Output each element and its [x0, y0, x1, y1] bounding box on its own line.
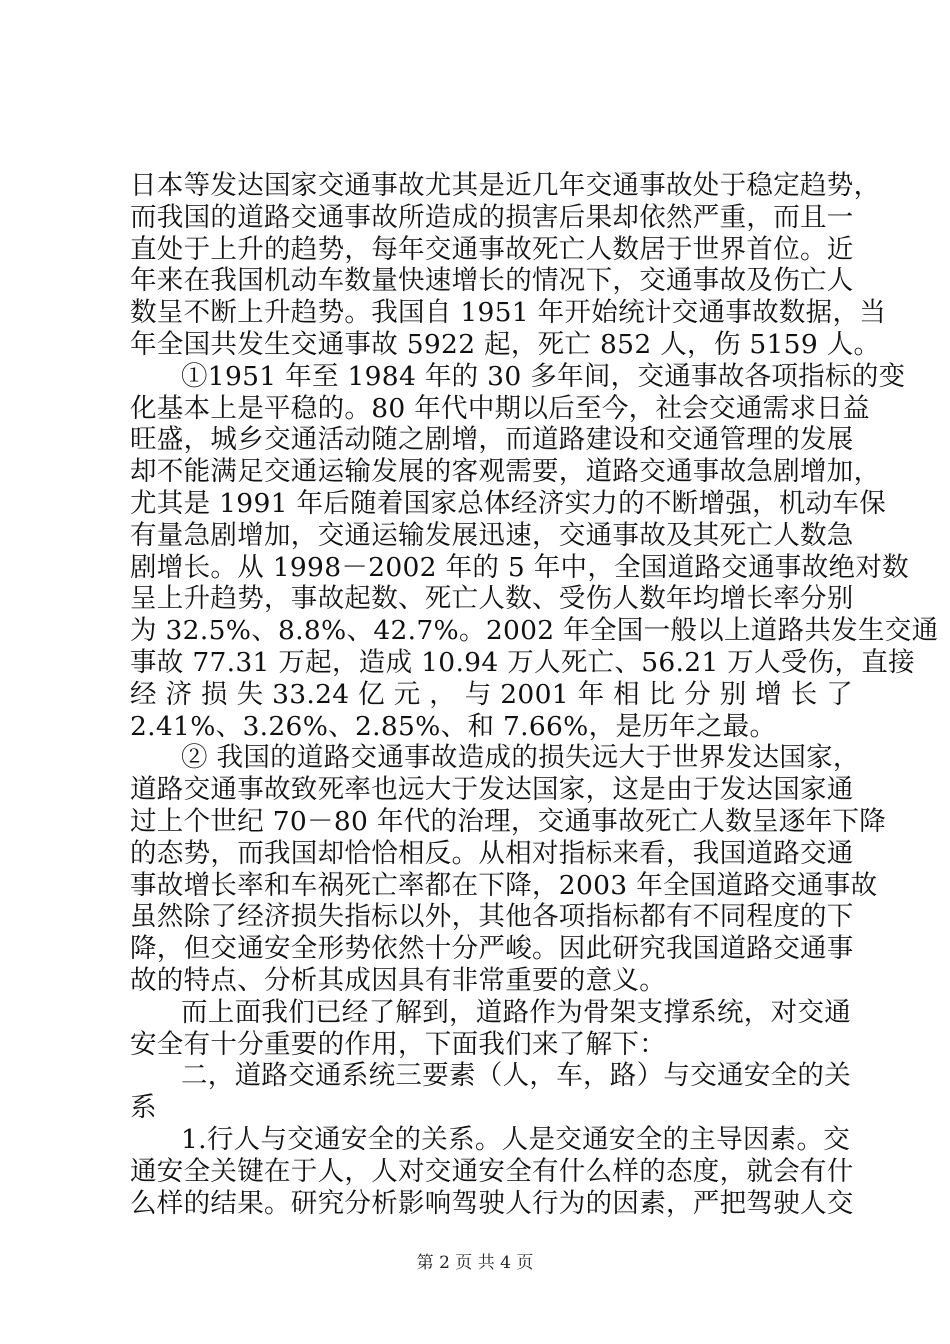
text-line: 的态势，而我国却恰恰相反。从相对指标来看，我国道路交通	[130, 837, 854, 869]
text-line: 旺盛，城乡交通活动随之剧增，而道路建设和交通管理的发展	[130, 424, 854, 456]
text-line: 为 32.5%、8.8%、42.7%。2002 年全国一般以上道路共发生交通	[130, 615, 939, 647]
text-line: 通安全关键在于人，人对交通安全有什么样的态度，就会有什	[130, 1155, 854, 1187]
text-line: 降，但交通安全形势依然十分严峻。因此研究我国道路交通事	[130, 933, 854, 965]
document-body	[130, 170, 939, 1219]
text-line: 道路交通事故致死率也远大于发达国家，这是由于发达国家通	[130, 774, 854, 806]
text-line: 化基本上是平稳的。80 年代中期以后至今，社会交通需求日益	[130, 392, 870, 424]
text-line: 而上面我们已经了解到，道路作为骨架支撑系统，对交通	[181, 996, 851, 1028]
text-line: 直处于上升的趋势，每年交通事故死亡人数居于世界首位。近	[130, 233, 854, 265]
text-line: 尤其是 1991 年后随着国家总体经济实力的不断增强，机动车保	[130, 487, 887, 519]
text-line: 而我国的道路交通事故所造成的损害后果却依然严重，而且一	[130, 201, 854, 233]
text-line: 却不能满足交通运输发展的客观需要，道路交通事故急剧增加，	[130, 456, 881, 488]
page-number-label: 第 2 页 共 4 页	[416, 1253, 534, 1273]
text-line: 2.41%、3.26%、2.85%、和 7.66%，是历年之最。	[130, 710, 777, 742]
text-line: 年来在我国机动车数量快速增长的情况下，交通事故及伤亡人	[130, 265, 854, 297]
text-line: 安全有十分重要的作用，下面我们来了解下：	[130, 1028, 666, 1060]
text-line: 呈上升趋势，事故起数、死亡人数、受伤人数年均增长率分别	[130, 583, 854, 615]
text-line: 系	[130, 1092, 157, 1124]
text-line: 过上个世纪 70－80 年代的治理，交通事故死亡人数呈逐年下降	[130, 805, 887, 837]
text-line: 年全国共发生交通事故 5922 起，死亡 852 人，伤 5159 人。	[130, 328, 881, 360]
text-line: 数呈不断上升趋势。我国自 1951 年开始统计交通事故数据，当	[130, 297, 887, 329]
text-line: 二，道路交通系统三要素（人，车，路）与交通安全的关	[181, 1060, 851, 1092]
text-line: 有量急剧增加，交通运输发展迅速，交通事故及其死亡人数急	[130, 519, 854, 551]
text-line: 事故 77.31 万起，造成 10.94 万人死亡、56.21 万人受伤，直接	[130, 646, 915, 678]
text-line: 日本等发达国家交通事故尤其是近几年交通事故处于稳定趋势，	[130, 170, 881, 201]
text-line: 故的特点、分析其成因具有非常重要的意义。	[130, 964, 666, 996]
text-line: ①1951 年至 1984 年的 30 多年间，交通事故各项指标的变	[181, 360, 906, 392]
text-line: ② 我国的道路交通事故造成的损失远大于世界发达国家，	[181, 742, 860, 774]
text-line: 剧增长。从 1998－2002 年的 5 年中，全国道路交通事故绝对数	[130, 551, 909, 583]
text-line: 虽然除了经济损失指标以外，其他各项指标都有不同程度的下	[130, 901, 854, 933]
page-footer	[0, 1248, 950, 1273]
text-line: 1.行人与交通安全的关系。人是交通安全的主导因素。交	[181, 1123, 851, 1155]
text-line: 事故增长率和车祸死亡率都在下降，2003 年全国道路交通事故	[130, 869, 878, 901]
text-line: 经 济 损 失 33.24 亿 元 ， 与 2001 年 相 比 分 别 增 长 了	[130, 678, 854, 710]
text-line: 么样的结果。研究分析影响驾驶人行为的因素，严把驾驶人交	[130, 1187, 854, 1219]
